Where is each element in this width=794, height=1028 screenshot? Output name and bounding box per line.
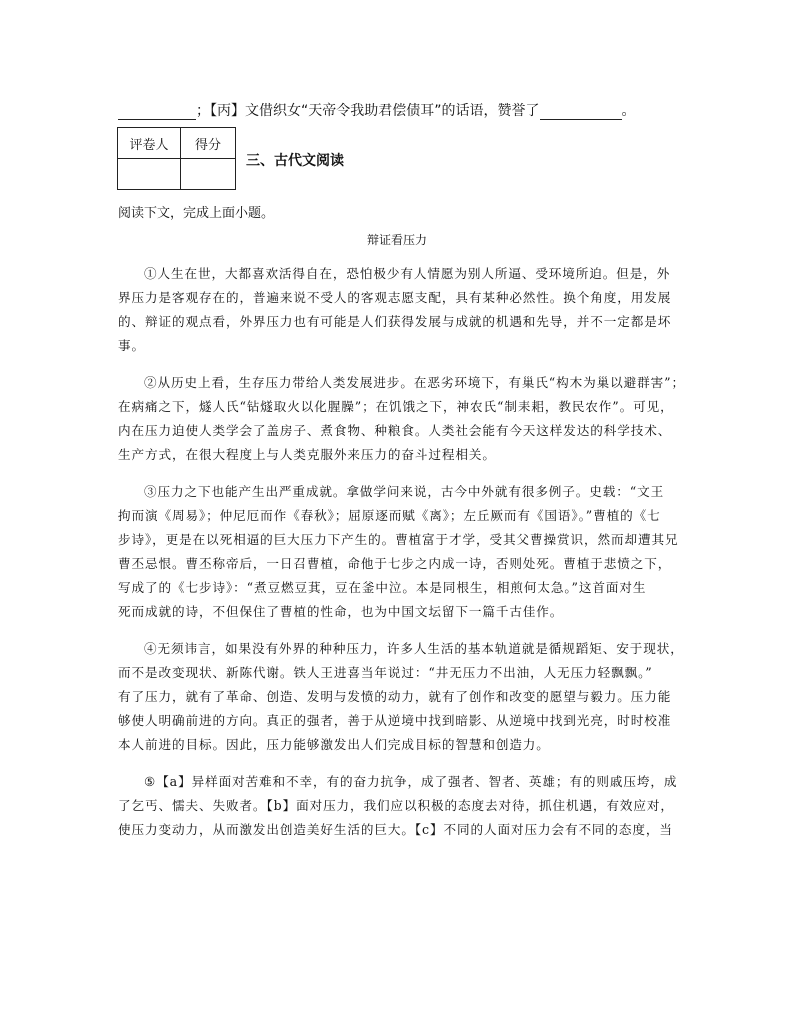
reviewer-header: 评卷人	[118, 128, 181, 159]
instruction: 阅读下文，完成上面小题。	[118, 206, 275, 221]
paragraph-gap	[118, 757, 678, 770]
paragraph-5-line: ⑤【a】异样面对苦难和不幸，有的奋力抗争，成了强者、智者、英雄；有的则戚压垮，成	[144, 774, 678, 789]
reviewer-cell[interactable]	[118, 159, 181, 190]
question-text: 文借织女“天帝令我助君偿债耳”的话语，赞誉了	[245, 103, 540, 119]
paragraph-1-line: 界压力是客观存在的，普遍来说不受人的客观志愿支配，具有某种必然性。换个角度，用发展	[118, 290, 672, 305]
paragraph-3-line: 死而成就的诗，不但保住了曹植的性命，也为中国文坛留下一篇千古佳作。	[118, 604, 564, 619]
score-cell[interactable]	[181, 159, 236, 190]
fill-in-line	[118, 100, 636, 120]
paragraph-gap	[118, 358, 678, 371]
paragraph-3-line: 写成了的《七步诗》：“煮豆燃豆萁，豆在釜中泣。本是同根生，相煎何太急。”这首面对生	[118, 580, 647, 595]
period: 。	[621, 103, 636, 119]
paragraph-4-line: 够使人明确前进的方向。真正的强者，善于从逆境中找到暗影、从逆境中找到光亮，时时校准	[118, 713, 672, 728]
paragraph-4-line: 有了压力，就有了革命、创造、发明与发愤的动力，就有了创作和改变的愿望与毅力。压力能	[118, 689, 672, 704]
article-title: 辩证看压力	[366, 233, 427, 247]
paragraph-3-line: 拘而演《周易》；仲尼厄而作《春秋》；屈原逐而赋《离》；左丘厥而有《国语》。”曹植的《七	[118, 508, 661, 523]
paragraph-2-line: 在病痛之下，燧人氏“钻燧取火以化腥臊”；在饥饿之下，神农氏“制耒耜，教民农作”。可见，	[118, 399, 674, 414]
paragraph-3-line: 步诗》，更是在以死相逼的巨大压力下产生的。曹植富于才学，受其父曹操赏识，然而却遭其兄	[118, 532, 679, 547]
paragraph-4-line: ④无须讳言，如果没有外界的种种压力，许多人生活的基本轨道就是循规蹈矩、安于现状，	[144, 641, 684, 656]
paragraph-3-line: ③压力之下也能产生出严重成就。拿做学问来说，古今中外就有很多例子。史载：“文王	[144, 484, 665, 499]
paragraph-1-line: 的、辩证的观点看，外界压力也有可能是人们获得发展与成就的机遇和先导，并不一定都是坏	[118, 314, 672, 329]
paragraph-2-line: ②从历史上看，生存压力带给人类发展进步。在恶劣环境下，有巢氏“构木为巢以避群害”；	[144, 375, 685, 390]
semicolon: ；	[196, 103, 210, 119]
paragraph-gap	[118, 624, 678, 637]
paragraph-4-line: 本人前进的目标。因此，压力能够激发出人们完成目标的智慧和创造力。	[118, 737, 550, 752]
paragraph-5-line: 了乞丐、懦夫、失败者。【b】面对压力，我们应以积极的态度去对待，抓住机遇，有效应对，	[118, 798, 674, 813]
paragraph-4-line: 而不是改变现状、新陈代谢。铁人王进喜当年说过：“井无压力不出油，人无压力轻飘飘。”	[118, 665, 653, 680]
bracket-label: 【丙】	[210, 103, 245, 119]
paragraph-1-line: ①人生在世，大都喜欢活得自在，恐怕极少有人情愿为别人所逼、受环境所迫。但是，外	[144, 266, 671, 281]
paragraph-3-line: 曹丕忌恨。曹丕称帝后，一日召曹植，命他于七步之内成一诗，否则处死。曹植于悲愤之下，	[118, 556, 672, 571]
answer-blank-1[interactable]	[118, 105, 196, 120]
score-header: 得分	[181, 128, 236, 159]
paragraph-1-line: 事。	[118, 338, 145, 353]
section-title: 三、古代文阅读	[246, 153, 344, 169]
paragraph-2-line: 生产方式，在很大程度上与人类克服外来压力的奋斗过程相关。	[118, 447, 496, 462]
paragraph-gap	[118, 467, 678, 480]
paragraph-5-line: 使压力变动力，从而激发出创造美好生活的巨大。【c】不同的人面对压力会有不同的态度，当	[118, 822, 673, 837]
answer-blank-2[interactable]	[540, 105, 622, 120]
paragraph-2-line: 内在压力迫使人类学会了盖房子、煮食物、种粮食。人类社会能有今天这样发达的科学技术、	[118, 423, 672, 438]
article-body	[118, 262, 685, 842]
score-table	[117, 127, 236, 190]
